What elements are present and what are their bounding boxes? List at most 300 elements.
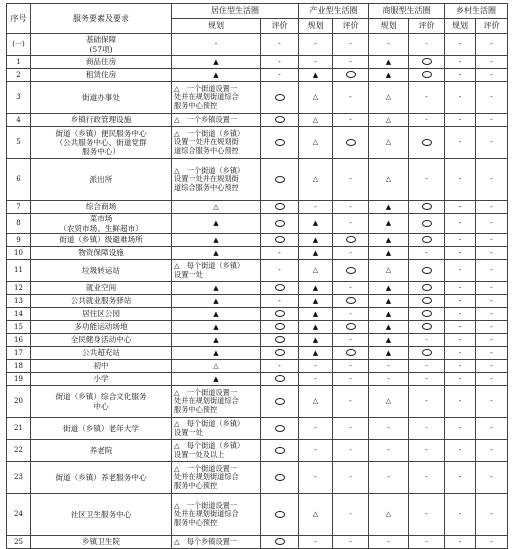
table-cell	[333, 282, 369, 295]
dash: -	[490, 39, 493, 49]
table-cell	[261, 321, 299, 334]
dash: -	[349, 92, 352, 102]
table-cell	[172, 247, 261, 260]
table-cell	[261, 201, 299, 214]
table-cell	[261, 373, 299, 386]
row-seq: 6	[7, 159, 31, 201]
table-cell	[369, 536, 409, 549]
table-cell	[369, 56, 409, 69]
dash: -	[349, 472, 352, 482]
table-row	[7, 418, 508, 440]
table-row	[7, 321, 508, 334]
table-cell	[445, 69, 476, 82]
table-cell	[172, 201, 261, 214]
table-cell	[409, 308, 445, 321]
dash: -	[278, 69, 281, 79]
table-cell	[445, 214, 476, 234]
table-cell	[445, 247, 476, 260]
table-cell	[445, 201, 476, 214]
filled-triangle-icon: ▲	[312, 335, 319, 344]
circle-icon	[275, 323, 285, 330]
table-cell	[261, 214, 299, 234]
table-cell	[172, 334, 261, 347]
table-cell	[476, 494, 508, 536]
table-cell	[445, 159, 476, 201]
row-service-name: 商品住房	[31, 56, 172, 69]
header-group-rural: 乡村生活圈	[445, 4, 508, 19]
circle-icon	[346, 71, 356, 78]
row-seq: (一)	[7, 34, 31, 56]
dash: -	[490, 56, 493, 66]
circle-icon	[346, 236, 356, 243]
row-seq: 19	[7, 373, 31, 386]
table-cell	[409, 214, 445, 234]
header-sub-eval: 评价	[261, 19, 299, 34]
table-cell	[409, 462, 445, 494]
filled-triangle-icon: ▲	[385, 322, 392, 331]
filled-triangle-icon: ▲	[312, 348, 319, 357]
table-cell	[409, 321, 445, 334]
row-plan-note: △ 每个街道（乡镇） 设置一处	[172, 260, 261, 282]
table-cell	[369, 462, 409, 494]
dash: -	[458, 39, 462, 49]
table-cell	[476, 536, 508, 549]
dash: -	[278, 247, 281, 257]
dash: -	[490, 509, 493, 519]
circle-icon	[275, 284, 285, 291]
table-cell	[333, 82, 369, 114]
filled-triangle-icon: ▲	[385, 335, 392, 344]
table-cell	[476, 282, 508, 295]
dash: -	[458, 92, 462, 102]
table-cell	[299, 127, 333, 159]
row-plan-note: △ 每个乡镇设置一	[172, 536, 261, 549]
table-cell	[299, 69, 333, 82]
row-seq: 12	[7, 282, 31, 295]
row-service-name: 街道（乡镇）级避难场所	[31, 234, 172, 247]
dash: -	[278, 56, 281, 66]
table-cell	[172, 321, 261, 334]
table-cell	[409, 360, 445, 373]
table-cell	[333, 536, 369, 549]
dash: -	[490, 201, 493, 211]
dash: -	[425, 509, 428, 519]
table-row	[7, 127, 508, 159]
dash: -	[490, 218, 493, 228]
dash: -	[387, 39, 390, 49]
dash: -	[490, 247, 493, 257]
table-cell	[299, 386, 333, 418]
header-seq: 序号	[7, 4, 31, 34]
row-seq: 11	[7, 260, 31, 282]
circle-icon	[275, 349, 285, 356]
row-plan-note: △ 一个街道设置一 处并在规划街道综合 服务中心预控	[172, 82, 261, 114]
circle-icon	[275, 203, 285, 210]
document-page	[6, 3, 507, 549]
table-cell	[409, 159, 445, 201]
table-cell	[409, 69, 445, 82]
row-seq: 14	[7, 308, 31, 321]
table-cell	[476, 214, 508, 234]
dash: -	[425, 92, 428, 102]
filled-triangle-icon: ▲	[385, 219, 392, 228]
dash: -	[387, 536, 390, 546]
header-item: 服务要素及要求	[31, 4, 172, 34]
row-service-name: 居住区公园	[31, 308, 172, 321]
table-cell	[445, 127, 476, 159]
dash: -	[349, 536, 352, 546]
dash: -	[349, 56, 352, 66]
dash: -	[425, 373, 428, 383]
table-cell	[261, 82, 299, 114]
table-row	[7, 260, 508, 282]
table-cell	[409, 536, 445, 549]
circle-icon	[422, 349, 432, 356]
filled-triangle-icon: ▲	[213, 348, 219, 357]
open-triangle-icon: △	[385, 93, 392, 102]
filled-triangle-icon: ▲	[312, 70, 319, 79]
table-cell	[261, 159, 299, 201]
table-cell	[476, 386, 508, 418]
filled-triangle-icon: ▲	[213, 283, 219, 292]
row-service-name: 全民健身活动中心	[31, 334, 172, 347]
table-cell	[261, 282, 299, 295]
table-cell	[476, 56, 508, 69]
table-row	[7, 201, 508, 214]
row-seq: 13	[7, 295, 31, 308]
filled-triangle-icon: ▲	[385, 296, 392, 305]
filled-triangle-icon: ▲	[385, 70, 392, 79]
header-sub-eval: 评价	[333, 19, 369, 34]
dash: -	[458, 423, 462, 433]
table-cell	[409, 373, 445, 386]
header-group-commercial: 商服型生活圈	[369, 4, 445, 19]
row-service-name: 基础保障 (57项)	[31, 34, 172, 56]
table-cell	[261, 295, 299, 308]
header-sub-plan: 规划	[299, 19, 333, 34]
row-seq: 10	[7, 247, 31, 260]
table-cell	[333, 347, 369, 360]
dash: -	[278, 265, 281, 275]
table-cell	[333, 440, 369, 462]
table-cell	[172, 234, 261, 247]
table-row	[7, 360, 508, 373]
open-triangle-icon: △	[312, 175, 319, 184]
table-cell	[333, 373, 369, 386]
table-cell	[476, 347, 508, 360]
table-cell	[445, 462, 476, 494]
table-cell	[333, 494, 369, 536]
dash: -	[458, 334, 462, 344]
table-cell	[172, 34, 261, 56]
row-plan-note: △ 一个街道设置一 处并在规划街道综合 服务中心预控	[172, 386, 261, 418]
dash: -	[349, 423, 352, 433]
table-cell	[299, 282, 333, 295]
row-seq: 8	[7, 214, 31, 234]
row-service-name: 街道（乡镇）养老服务中心	[31, 462, 172, 494]
table-row	[7, 308, 508, 321]
table-row	[7, 386, 508, 418]
table-row	[7, 82, 508, 114]
dash: -	[490, 174, 493, 184]
circle-icon	[275, 236, 285, 243]
dash: -	[349, 360, 352, 370]
dash: -	[314, 536, 317, 546]
table-cell	[476, 295, 508, 308]
row-seq: 21	[7, 418, 31, 440]
table-cell	[333, 260, 369, 282]
dash: -	[490, 114, 493, 124]
dash: -	[349, 509, 352, 519]
table-cell	[333, 247, 369, 260]
dash: -	[490, 334, 493, 344]
table-row	[7, 373, 508, 386]
filled-triangle-icon: ▲	[213, 335, 219, 344]
circle-icon	[275, 425, 285, 432]
table-cell	[261, 334, 299, 347]
dash: -	[314, 39, 317, 49]
dash: -	[425, 247, 428, 257]
table-cell	[445, 440, 476, 462]
table-cell	[299, 34, 333, 56]
dash: -	[490, 92, 493, 102]
table-cell	[172, 360, 261, 373]
open-triangle-icon: △	[385, 115, 392, 124]
filled-triangle-icon: ▲	[312, 219, 319, 228]
row-seq: 17	[7, 347, 31, 360]
table-cell	[172, 214, 261, 234]
row-service-name: 垃圾转运站	[31, 260, 172, 282]
circle-icon	[275, 336, 285, 343]
table-cell	[261, 260, 299, 282]
table-cell	[369, 360, 409, 373]
table-cell	[369, 114, 409, 127]
table-row	[7, 282, 508, 295]
open-triangle-icon: △	[312, 138, 319, 147]
table-cell	[369, 321, 409, 334]
table-cell	[333, 308, 369, 321]
table-cell	[261, 494, 299, 536]
dash: -	[349, 247, 352, 257]
table-cell	[261, 56, 299, 69]
row-service-name: 街道（乡镇）便民服务中心 （公共服务中心、街道党群 服务中心）	[31, 127, 172, 159]
dash: -	[349, 373, 352, 383]
table-cell	[369, 201, 409, 214]
table-cell	[299, 373, 333, 386]
table-cell	[476, 114, 508, 127]
table-cell	[476, 201, 508, 214]
row-seq: 22	[7, 440, 31, 462]
dash: -	[425, 39, 428, 49]
filled-triangle-icon: ▲	[213, 309, 219, 318]
row-plan-note: △ 一个街道（乡镇） 设置一处并在规划街 道综合服务中心预控	[172, 127, 261, 159]
open-triangle-icon: △	[385, 138, 392, 147]
table-cell	[333, 321, 369, 334]
table-cell	[476, 334, 508, 347]
table-cell	[409, 282, 445, 295]
row-plan-note: △ 一个街道设置一 处并在规划街道综合 服务中心预控	[172, 462, 261, 494]
table-cell	[409, 56, 445, 69]
table-cell	[299, 247, 333, 260]
table-cell	[445, 114, 476, 127]
row-service-name: 多功能运动场地	[31, 321, 172, 334]
dash: -	[349, 308, 352, 318]
dash: -	[349, 39, 352, 49]
dash: -	[425, 423, 428, 433]
circle-icon	[422, 203, 432, 210]
open-triangle-icon: △	[213, 361, 219, 370]
table-cell	[261, 440, 299, 462]
table-row	[7, 214, 508, 234]
dash: -	[425, 174, 428, 184]
dash: -	[490, 308, 493, 318]
filled-triangle-icon: ▲	[213, 219, 219, 228]
table-row	[7, 440, 508, 462]
table-cell	[476, 127, 508, 159]
table-row	[7, 536, 508, 549]
table-cell	[369, 34, 409, 56]
table-cell	[299, 201, 333, 214]
filled-triangle-icon: ▲	[213, 296, 219, 305]
table-cell	[261, 386, 299, 418]
dash: -	[458, 201, 462, 211]
row-seq: 2	[7, 69, 31, 82]
filled-triangle-icon: ▲	[312, 309, 319, 318]
row-service-name: 租赁住房	[31, 69, 172, 82]
dash: -	[490, 321, 493, 331]
table-cell	[476, 159, 508, 201]
table-cell	[409, 295, 445, 308]
table-cell	[261, 69, 299, 82]
dash: -	[314, 56, 317, 66]
table-cell	[299, 114, 333, 127]
row-service-name: 公共超充站	[31, 347, 172, 360]
circle-icon	[422, 58, 432, 65]
filled-triangle-icon: ▲	[385, 348, 392, 357]
dash: -	[490, 360, 493, 370]
row-plan-note: △ 一个乡镇设置一	[172, 114, 261, 127]
table-cell	[369, 334, 409, 347]
table-cell	[476, 373, 508, 386]
filled-triangle-icon: ▲	[312, 248, 319, 257]
dash: -	[490, 445, 493, 455]
table-cell	[476, 308, 508, 321]
table-cell	[409, 114, 445, 127]
dash: -	[490, 295, 493, 305]
row-service-name: 乡镇卫生院	[31, 536, 172, 549]
table-cell	[172, 308, 261, 321]
filled-triangle-icon: ▲	[385, 235, 392, 244]
dash: -	[425, 396, 428, 406]
filled-triangle-icon: ▲	[312, 296, 319, 305]
table-cell	[172, 69, 261, 82]
dash: -	[214, 39, 218, 49]
header-sub-eval: 评价	[476, 19, 508, 34]
table-row	[7, 334, 508, 347]
dash: -	[349, 174, 352, 184]
table-cell	[445, 418, 476, 440]
filled-triangle-icon: ▲	[213, 70, 219, 79]
dash: -	[458, 536, 462, 546]
table-cell	[333, 159, 369, 201]
table-row	[7, 56, 508, 69]
dash: -	[490, 396, 493, 406]
filled-triangle-icon: ▲	[385, 283, 392, 292]
dash: -	[458, 137, 462, 147]
table-cell	[476, 462, 508, 494]
open-triangle-icon: △	[385, 175, 392, 184]
circle-icon	[422, 310, 432, 317]
open-triangle-icon: △	[385, 397, 392, 406]
dash: -	[490, 472, 493, 482]
row-plan-note: △ 一个街道设置一 处并在规划街道综合 服务中心预控	[172, 494, 261, 536]
filled-triangle-icon: ▲	[385, 57, 392, 66]
dash: -	[458, 373, 462, 383]
dash: -	[490, 536, 493, 546]
circle-icon	[275, 511, 285, 518]
table-cell	[299, 536, 333, 549]
table-cell	[333, 34, 369, 56]
row-seq: 5	[7, 127, 31, 159]
dash: -	[458, 321, 462, 331]
row-service-name: 就业空间	[31, 282, 172, 295]
row-service-name: 小学	[31, 373, 172, 386]
dash: -	[349, 396, 352, 406]
dash: -	[425, 445, 428, 455]
row-service-name: 社区卫生服务中心	[31, 494, 172, 536]
dash: -	[349, 201, 352, 211]
table-cell	[409, 247, 445, 260]
table-row	[7, 114, 508, 127]
table-cell	[333, 386, 369, 418]
dash: -	[458, 445, 462, 455]
table-cell	[261, 347, 299, 360]
table-cell	[299, 440, 333, 462]
open-triangle-icon: △	[312, 397, 319, 406]
dash: -	[490, 137, 493, 147]
dash: -	[458, 114, 462, 124]
table-cell	[409, 494, 445, 536]
table-cell	[261, 234, 299, 247]
table-cell	[476, 69, 508, 82]
dash: -	[278, 360, 281, 370]
table-cell	[369, 373, 409, 386]
table-cell	[299, 494, 333, 536]
table-cell	[261, 360, 299, 373]
table-cell	[369, 282, 409, 295]
circle-icon	[275, 538, 285, 545]
row-service-name: 街道（乡镇）老年大学	[31, 418, 172, 440]
table-cell	[409, 440, 445, 462]
dash: -	[278, 39, 281, 49]
dash: -	[349, 282, 352, 292]
dash: -	[349, 445, 352, 455]
open-triangle-icon: △	[385, 510, 392, 519]
row-seq: 20	[7, 386, 31, 418]
dash: -	[314, 373, 317, 383]
table-cell	[476, 247, 508, 260]
row-service-name: 公共就业服务驿站	[31, 295, 172, 308]
dash: -	[490, 347, 493, 357]
circle-icon	[275, 116, 285, 123]
table-cell	[445, 386, 476, 418]
table-cell	[369, 159, 409, 201]
dash: -	[458, 56, 462, 66]
dash: -	[458, 218, 462, 228]
table-cell	[369, 234, 409, 247]
filled-triangle-icon: ▲	[213, 248, 219, 257]
circle-icon	[275, 398, 285, 405]
